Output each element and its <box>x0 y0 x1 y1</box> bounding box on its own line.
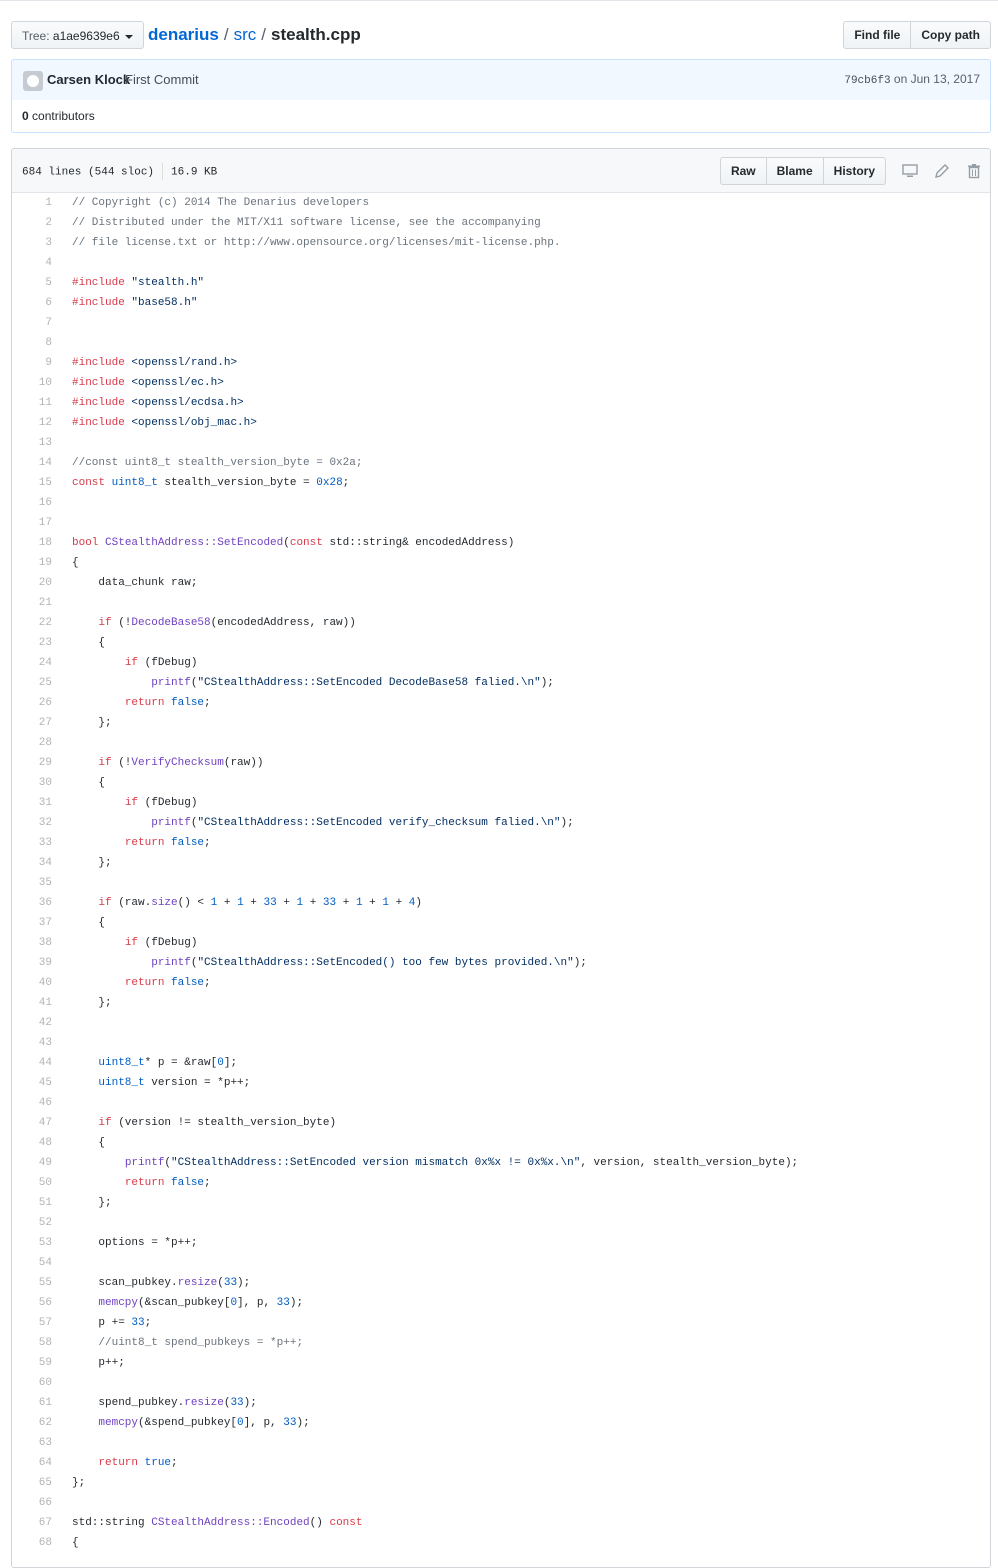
breadcrumb-file-name: stealth.cpp <box>271 25 361 44</box>
code-content: return false; <box>124 1177 211 1189</box>
code-line <box>12 873 990 893</box>
code-line <box>12 193 990 213</box>
commit-author[interactable]: Carsen Klock <box>47 72 131 87</box>
line-number[interactable]: 56 <box>38 1297 52 1309</box>
file-box <box>11 148 991 1568</box>
code-line <box>12 1333 990 1353</box>
code-content: // Distributed under the MIT/X11 software license, see the accompanying <box>72 217 541 229</box>
line-number[interactable]: 40 <box>38 977 52 989</box>
commit-date: on Jun 13, 2017 <box>893 72 980 86</box>
breadcrumb-separator: / <box>223 25 229 44</box>
code-blob <box>12 193 990 1553</box>
code-content: printf("CStealthAddress::SetEncoded DecodeBase58 falied.\n"); <box>151 677 554 689</box>
code-line <box>12 1433 990 1453</box>
line-number[interactable]: 28 <box>38 737 52 749</box>
code-line <box>12 1313 990 1333</box>
code-line <box>12 1393 990 1413</box>
code-line <box>12 1293 990 1313</box>
code-content: //const uint8_t stealth_version_byte = 0x2a; <box>72 457 363 469</box>
code-content: // Copyright (c) 2014 The Denarius developers <box>72 197 370 209</box>
line-number[interactable]: 42 <box>38 1017 52 1029</box>
file-header <box>12 149 990 193</box>
code-line <box>12 1113 990 1133</box>
line-number[interactable]: 15 <box>38 477 52 489</box>
code-line <box>12 1133 990 1153</box>
code-line <box>12 1493 990 1513</box>
code-line <box>12 453 990 473</box>
commit-sha-link[interactable]: 79cb6f3 <box>844 75 891 87</box>
line-number[interactable]: 64 <box>38 1457 52 1469</box>
line-number[interactable]: 68 <box>38 1537 52 1549</box>
line-number[interactable]: 1 <box>45 197 52 209</box>
code-line <box>12 1473 990 1493</box>
code-content: { <box>72 557 79 569</box>
file-nav-buttons <box>843 21 991 49</box>
code-line <box>12 253 990 273</box>
line-number[interactable]: 22 <box>38 617 52 629</box>
code-content <box>52 513 72 533</box>
code-content <box>52 1433 72 1453</box>
code-content: //uint8_t spend_pubkeys = *p++; <box>98 1337 304 1349</box>
code-content: printf("CStealthAddress::SetEncoded() too few bytes provided.\n"); <box>151 957 587 969</box>
code-line <box>12 1193 990 1213</box>
code-content: return false; <box>124 837 211 849</box>
pencil-icon[interactable] <box>934 163 950 179</box>
line-number[interactable]: 62 <box>38 1417 52 1429</box>
line-number[interactable]: 3 <box>45 237 52 249</box>
line-number[interactable]: 8 <box>45 337 52 349</box>
contributors-bar[interactable] <box>11 100 991 133</box>
code-content: std::string CStealthAddress::Encoded() const <box>72 1517 363 1529</box>
code-line <box>12 573 990 593</box>
line-number[interactable]: 25 <box>38 677 52 689</box>
code-line <box>12 1453 990 1473</box>
code-line <box>12 393 990 413</box>
code-line <box>12 1513 990 1533</box>
code-content <box>52 1253 72 1273</box>
line-number[interactable]: 21 <box>38 597 52 609</box>
code-content: { <box>72 917 106 929</box>
line-number[interactable]: 26 <box>38 697 52 709</box>
code-line <box>12 333 990 353</box>
line-number[interactable]: 29 <box>38 757 52 769</box>
code-content <box>52 333 72 353</box>
code-content: { <box>72 777 106 789</box>
branch-select-button[interactable] <box>11 21 144 49</box>
code-line <box>12 853 990 873</box>
code-line <box>12 713 990 733</box>
code-content: scan_pubkey.resize(33); <box>72 1277 251 1289</box>
code-line <box>12 273 990 293</box>
code-content <box>52 433 72 453</box>
code-content: if (raw.size() < 1 + 1 + 33 + 1 + 33 + 1 + 1 + 4) <box>98 897 422 909</box>
line-number[interactable]: 12 <box>38 417 52 429</box>
line-number[interactable]: 24 <box>38 657 52 669</box>
code-line <box>12 513 990 533</box>
code-line <box>12 233 990 253</box>
code-content: p += 33; <box>72 1317 152 1329</box>
line-number[interactable]: 2 <box>45 217 52 229</box>
code-line <box>12 1353 990 1373</box>
code-line <box>12 1373 990 1393</box>
line-number[interactable]: 10 <box>38 377 52 389</box>
file-info-divider <box>162 163 163 180</box>
code-content: bool CStealthAddress::SetEncoded(const std::string& encodedAddress) <box>72 537 515 549</box>
line-number[interactable]: 57 <box>38 1317 52 1329</box>
tree-value: a1ae9639e6 <box>52 29 120 43</box>
code-line <box>12 1093 990 1113</box>
line-number[interactable]: 27 <box>38 717 52 729</box>
code-content <box>52 1013 72 1033</box>
code-line <box>12 533 990 553</box>
breadcrumb-repo-link[interactable]: denarius <box>148 25 219 44</box>
history-button[interactable]: History <box>824 157 886 185</box>
line-number[interactable]: 19 <box>38 557 52 569</box>
code-line <box>12 933 990 953</box>
code-line <box>12 793 990 813</box>
code-line <box>12 813 990 833</box>
code-line <box>12 633 990 653</box>
code-line <box>12 733 990 753</box>
code-content: return false; <box>124 977 211 989</box>
line-number[interactable]: 13 <box>38 437 52 449</box>
code-content: data_chunk raw; <box>72 577 198 589</box>
line-number[interactable]: 34 <box>38 857 52 869</box>
code-content: // file license.txt or http://www.opensource.org/licenses/mit-license.php. <box>72 237 561 249</box>
code-line <box>12 693 990 713</box>
line-number[interactable]: 14 <box>38 457 52 469</box>
code-line <box>12 553 990 573</box>
code-line <box>12 1233 990 1253</box>
find-file-button[interactable]: Find file <box>843 21 911 49</box>
line-number[interactable]: 16 <box>38 497 52 509</box>
code-content: }; <box>72 857 112 869</box>
code-content: { <box>72 637 106 649</box>
file-info <box>22 163 217 180</box>
line-number[interactable]: 48 <box>38 1137 52 1149</box>
line-number[interactable]: 53 <box>38 1237 52 1249</box>
code-content <box>52 1493 72 1513</box>
code-content <box>52 493 72 513</box>
line-number[interactable]: 46 <box>38 1097 52 1109</box>
line-number[interactable]: 50 <box>38 1177 52 1189</box>
code-line <box>12 953 990 973</box>
code-content: return false; <box>124 697 211 709</box>
code-line <box>12 293 990 313</box>
line-number[interactable]: 9 <box>45 357 52 369</box>
code-content: if (!VerifyChecksum(raw)) <box>98 757 264 769</box>
file-line-count: 684 lines (544 sloc) <box>22 166 155 179</box>
code-content: memcpy(&scan_pubkey[0], p, 33); <box>98 1297 304 1309</box>
file-size: 16.9 KB <box>171 166 218 179</box>
line-number[interactable]: 7 <box>45 317 52 329</box>
code-content: uint8_t version = *p++; <box>98 1077 251 1089</box>
line-number[interactable]: 51 <box>38 1197 52 1209</box>
code-line <box>12 493 990 513</box>
code-content: if (fDebug) <box>124 937 198 949</box>
line-number[interactable]: 31 <box>38 797 52 809</box>
code-content: options = *p++; <box>72 1237 198 1249</box>
code-line <box>12 913 990 933</box>
line-number[interactable]: 58 <box>38 1337 52 1349</box>
code-content <box>52 733 72 753</box>
code-line <box>12 973 990 993</box>
code-content: #include "base58.h" <box>72 297 198 309</box>
code-line <box>12 313 990 333</box>
line-number[interactable]: 17 <box>38 517 52 529</box>
line-number[interactable]: 35 <box>38 877 52 889</box>
code-line <box>12 613 990 633</box>
desktop-icon[interactable] <box>902 163 918 179</box>
line-number[interactable]: 20 <box>38 577 52 589</box>
code-content: memcpy(&spend_pubkey[0], p, 33); <box>98 1417 310 1429</box>
tree-label: Tree: <box>22 29 50 43</box>
code-content <box>52 593 72 613</box>
line-number[interactable]: 49 <box>38 1157 52 1169</box>
code-line <box>12 1533 990 1553</box>
code-content: }; <box>72 1477 86 1489</box>
line-number[interactable]: 38 <box>38 937 52 949</box>
file-actions <box>720 157 982 185</box>
code-line <box>12 353 990 373</box>
code-content: if (fDebug) <box>124 657 198 669</box>
blame-button[interactable]: Blame <box>767 157 824 185</box>
code-line <box>12 1073 990 1093</box>
code-content: #include "stealth.h" <box>72 277 205 289</box>
code-line <box>12 1253 990 1273</box>
code-line <box>12 433 990 453</box>
breadcrumb <box>148 23 361 47</box>
avatar[interactable] <box>23 71 43 91</box>
line-number[interactable]: 59 <box>38 1357 52 1369</box>
code-line <box>12 673 990 693</box>
line-number[interactable]: 63 <box>38 1437 52 1449</box>
breadcrumb-separator: / <box>261 25 266 44</box>
line-number[interactable]: 6 <box>45 297 52 309</box>
code-content: #include <openssl/ecdsa.h> <box>72 397 244 409</box>
line-number[interactable]: 36 <box>38 897 52 909</box>
code-content <box>52 1373 72 1393</box>
line-number[interactable]: 33 <box>38 837 52 849</box>
code-line <box>12 1053 990 1073</box>
line-number[interactable]: 43 <box>38 1037 52 1049</box>
line-number[interactable]: 30 <box>38 777 52 789</box>
code-line <box>12 1153 990 1173</box>
line-number[interactable]: 23 <box>38 637 52 649</box>
code-content: p++; <box>72 1357 125 1369</box>
line-number[interactable]: 54 <box>38 1257 52 1269</box>
code-line <box>12 1213 990 1233</box>
line-number[interactable]: 67 <box>38 1517 52 1529</box>
code-line <box>12 373 990 393</box>
code-line <box>12 413 990 433</box>
code-line <box>12 653 990 673</box>
code-content: { <box>72 1137 106 1149</box>
code-line <box>12 1273 990 1293</box>
code-line <box>12 753 990 773</box>
code-content: }; <box>72 1197 112 1209</box>
line-number[interactable]: 4 <box>45 257 52 269</box>
trashcan-icon[interactable] <box>966 163 982 179</box>
code-content: spend_pubkey.resize(33); <box>72 1397 257 1409</box>
code-content: if (version != stealth_version_byte) <box>98 1117 337 1129</box>
line-number[interactable]: 32 <box>38 817 52 829</box>
code-content: #include <openssl/obj_mac.h> <box>72 417 257 429</box>
commit-tease <box>11 59 991 101</box>
code-content: return true; <box>98 1457 178 1469</box>
code-line <box>12 1013 990 1033</box>
contributors-label: contributors <box>32 109 95 123</box>
line-number[interactable]: 66 <box>38 1497 52 1509</box>
code-content: if (!DecodeBase58(encodedAddress, raw)) <box>98 617 356 629</box>
breadcrumb-dir-link[interactable]: src <box>233 25 257 44</box>
code-line <box>12 213 990 233</box>
file-view-buttons <box>720 157 886 185</box>
code-content <box>52 1033 72 1053</box>
copy-path-button[interactable]: Copy path <box>911 21 991 49</box>
line-number[interactable]: 5 <box>45 277 52 289</box>
commit-message[interactable]: First Commit <box>125 72 199 87</box>
code-line <box>12 1173 990 1193</box>
top-border <box>0 0 998 1</box>
code-content: uint8_t* p = &raw[0]; <box>98 1057 238 1069</box>
code-content: }; <box>72 997 112 1009</box>
code-line <box>12 833 990 853</box>
contributors-count: 0 <box>22 109 29 123</box>
line-number[interactable]: 45 <box>38 1077 52 1089</box>
line-number[interactable]: 11 <box>38 397 52 409</box>
code-content: }; <box>72 717 112 729</box>
line-number[interactable]: 61 <box>38 1397 52 1409</box>
code-content <box>52 313 72 333</box>
raw-button[interactable]: Raw <box>720 157 767 185</box>
commit-meta <box>844 72 980 87</box>
line-number[interactable]: 60 <box>38 1377 52 1389</box>
code-content <box>52 873 72 893</box>
code-content: #include <openssl/rand.h> <box>72 357 238 369</box>
code-line <box>12 893 990 913</box>
code-line <box>12 1413 990 1433</box>
code-content: printf("CStealthAddress::SetEncoded verify_checksum falied.\n"); <box>151 817 574 829</box>
code-content <box>52 253 72 273</box>
line-number[interactable]: 65 <box>38 1477 52 1489</box>
code-line <box>12 473 990 493</box>
line-number[interactable]: 44 <box>38 1057 52 1069</box>
line-number[interactable]: 41 <box>38 997 52 1009</box>
code-content: const uint8_t stealth_version_byte = 0x28; <box>72 477 350 489</box>
line-number[interactable]: 55 <box>38 1277 52 1289</box>
line-number[interactable]: 37 <box>38 917 52 929</box>
code-content <box>52 1093 72 1113</box>
caret-down-icon <box>125 35 133 39</box>
code-content <box>52 1213 72 1233</box>
code-content: #include <openssl/ec.h> <box>72 377 224 389</box>
code-line <box>12 993 990 1013</box>
code-content: printf("CStealthAddress::SetEncoded version mismatch 0x%x != 0x%x.\n", version, stealth_version_byte); <box>124 1157 799 1169</box>
code-line <box>12 773 990 793</box>
code-content: { <box>72 1537 79 1549</box>
line-number[interactable]: 18 <box>38 537 52 549</box>
code-content: if (fDebug) <box>124 797 198 809</box>
file-navigation <box>11 21 991 51</box>
line-number[interactable]: 52 <box>38 1217 52 1229</box>
line-number[interactable]: 47 <box>38 1117 52 1129</box>
code-line <box>12 1033 990 1053</box>
line-number[interactable]: 39 <box>38 957 52 969</box>
code-line <box>12 593 990 613</box>
